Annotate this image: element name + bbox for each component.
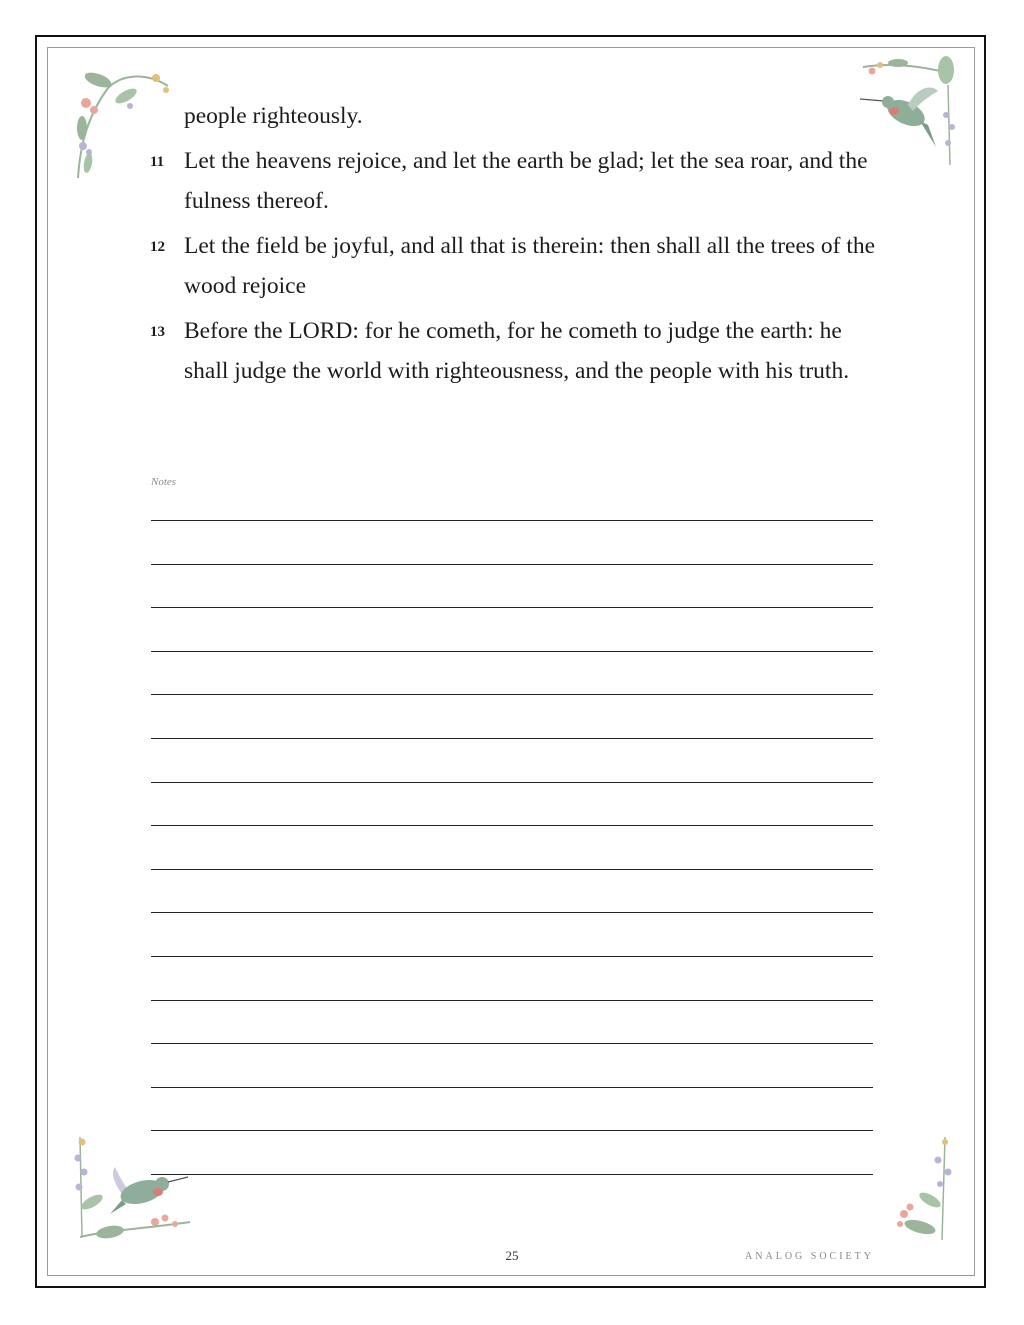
notes-line[interactable]	[151, 607, 873, 608]
verse-continuation	[150, 96, 880, 136]
verse-number: 13	[150, 324, 165, 340]
verse-number: 12	[150, 239, 165, 255]
notes-line[interactable]	[151, 1130, 873, 1131]
page-number: 25	[505, 1248, 519, 1263]
notes-line[interactable]	[151, 651, 873, 652]
notes-line[interactable]	[151, 738, 873, 739]
notes-line[interactable]	[151, 1043, 873, 1044]
verse-text: Before the LORD: for he cometh, for he cometh to judge the earth: he shall judge the world with righteousness, and the people with his truth.	[184, 318, 850, 384]
brand-name: ANALOG SOCIETY	[745, 1251, 874, 1262]
notes-line[interactable]	[151, 956, 873, 957]
notes-line[interactable]	[151, 1174, 873, 1175]
verse-text: people righteously.	[184, 103, 363, 129]
floral-corner-bottom-right	[890, 1132, 960, 1247]
notes-line[interactable]	[151, 782, 873, 783]
verse-text: Let the field be joyful, and all that is therein: then shall all the trees of the wood rejoice	[184, 233, 876, 299]
notes-line[interactable]	[151, 520, 873, 521]
notes-label: Notes	[151, 476, 177, 488]
verse-11	[150, 141, 880, 221]
verse-13	[150, 311, 880, 391]
verse-12	[150, 226, 880, 306]
verse-text: Let the heavens rejoice, and let the earth be glad; let the sea roar, and the fulness thereof.	[184, 148, 868, 214]
notes-line[interactable]	[151, 1087, 873, 1088]
notes-line[interactable]	[151, 912, 873, 913]
notes-line[interactable]	[151, 1000, 873, 1001]
notes-line[interactable]	[151, 564, 873, 565]
hummingbird-corner-bottom-left	[70, 1132, 195, 1247]
scripture-passage	[150, 96, 880, 396]
verse-number: 11	[150, 154, 165, 170]
notes-line[interactable]	[151, 825, 873, 826]
notes-line[interactable]	[151, 869, 873, 870]
notes-line[interactable]	[151, 694, 873, 695]
